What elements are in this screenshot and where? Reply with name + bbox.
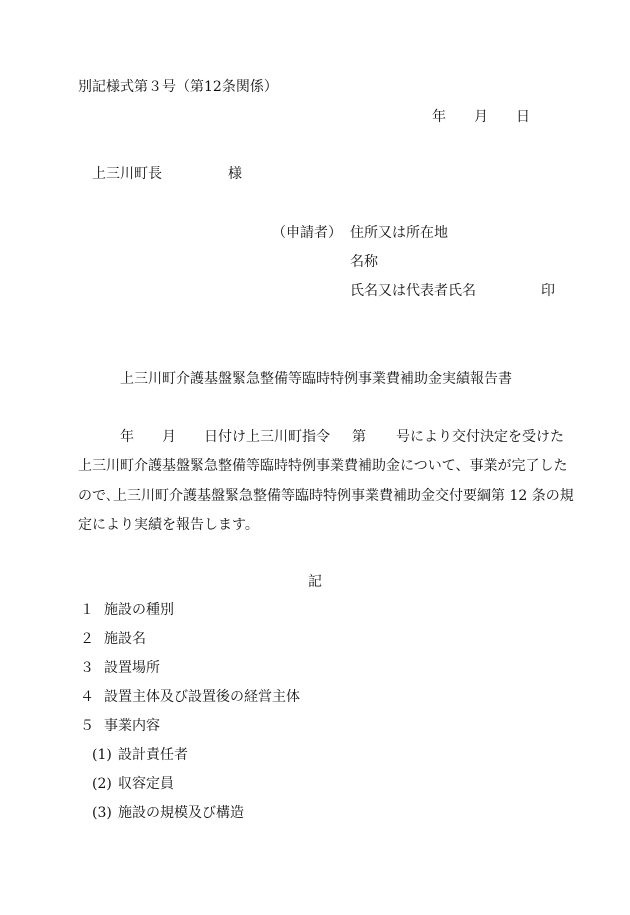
addressee-name: 上三川町長 [92,166,162,182]
ki-heading: 記 [308,574,322,590]
item-1-label: 施設の種別 [104,602,174,618]
subitem-3-label: 施設の規模及び構造 [118,805,244,821]
item-3-label: 設置場所 [104,660,160,676]
subitem-1-label: 設計責任者 [118,747,188,763]
document-title: 上三川町介護基盤緊急整備等臨時特例事業費補助金実績報告書 [120,371,512,387]
subitem-1-number: (1) [92,747,112,763]
subitem-2-number: (2) [92,776,112,792]
item-2-label: 施設名 [104,631,146,647]
body-line-3: ので､上三川町介護基盤緊急整備等臨時特例事業費補助金交付要綱第 12 条の規 [78,488,574,504]
subitem-3-number: (3) [92,805,112,821]
form-number: 別記様式第３号（第12条関係） [78,79,278,95]
body-line-2: 上三川町介護基盤緊急整備等臨時特例事業費補助金について、事業が完了した [78,458,568,474]
applicant-address-label: 住所又は所在地 [350,225,448,241]
item-2-number: ２ [80,631,94,647]
subitem-2-label: 収容定員 [118,776,174,792]
date-year-label: 年 [432,109,446,125]
body-month-label: 月 [162,429,176,445]
applicant-role-label: （申請者） [272,225,342,241]
item-5-number: ５ [80,718,94,734]
applicant-rep-label: 氏名又は代表者氏名 [350,283,476,299]
item-5-label: 事業内容 [104,718,160,734]
body-day-suffix: 日付け上三川町指令 [204,429,330,445]
item-4-number: ４ [80,689,94,705]
addressee-honorific: 様 [228,166,242,182]
seal-mark: 印 [541,283,555,299]
item-1-number: １ [80,602,94,618]
body-no-prefix: 第 [352,429,366,445]
body-year-label: 年 [120,429,134,445]
body-line-4: 定により実績を報告します。 [78,517,259,533]
date-day-label: 日 [516,109,530,125]
item-3-number: ３ [80,660,94,676]
item-4-label: 設置主体及び設置後の経営主体 [104,689,300,705]
body-no-suffix: 号により交付決定を受けた [396,429,564,445]
applicant-name-label: 名称 [350,254,378,270]
date-month-label: 月 [474,109,488,125]
